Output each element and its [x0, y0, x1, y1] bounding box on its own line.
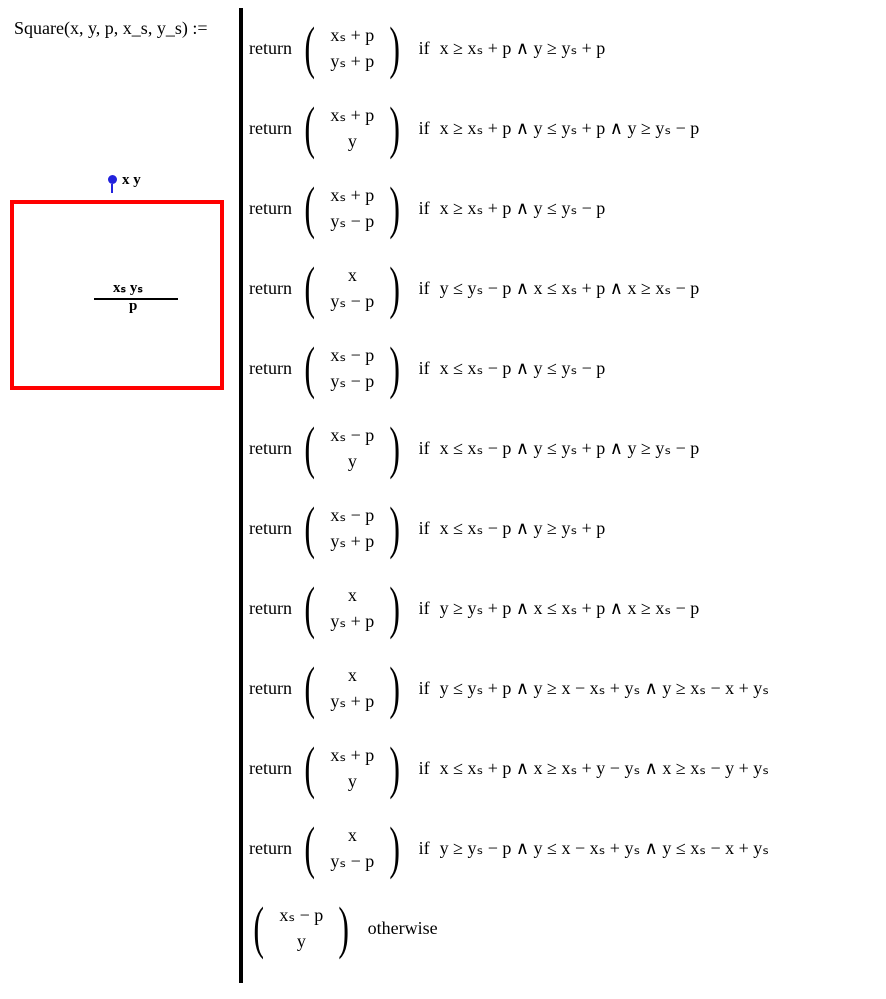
vector-body	[319, 342, 385, 394]
vector-component: xₛ + p	[330, 185, 375, 205]
condition-text: x ≤ xₛ − p ∧ y ≤ yₛ + p ∧ y ≥ yₛ − p	[439, 437, 700, 458]
branch-row	[249, 328, 879, 408]
return-keyword: return	[249, 517, 292, 538]
vector-component: xₛ + p	[330, 25, 375, 45]
left-paren-icon: (	[304, 735, 315, 800]
condition-text: y ≥ yₛ − p ∧ y ≤ x − xₛ + yₛ ∧ y ≤ xₛ − x + yₛ	[439, 837, 769, 858]
vector-body	[319, 102, 385, 154]
left-paren-icon: (	[304, 335, 315, 400]
vector-body	[319, 742, 385, 794]
return-vector	[300, 575, 405, 640]
vector-body	[319, 662, 385, 714]
return-keyword: return	[249, 677, 292, 698]
right-paren-icon: )	[389, 15, 401, 80]
vector-component: yₛ + p	[330, 51, 375, 71]
right-paren-icon: )	[389, 95, 401, 160]
vector-component: yₛ − p	[330, 371, 375, 391]
vector-component: x	[347, 265, 357, 285]
right-paren-icon: )	[389, 495, 401, 560]
condition-text: x ≥ xₛ + p ∧ y ≥ yₛ + p	[439, 37, 606, 58]
if-keyword: if	[418, 757, 430, 778]
if-keyword: if	[418, 677, 430, 698]
vector-component: y	[347, 131, 357, 151]
condition-text: y ≥ yₛ + p ∧ x ≤ xₛ + p ∧ x ≥ xₛ − p	[439, 597, 700, 618]
if-keyword: if	[418, 357, 430, 378]
if-keyword: if	[418, 837, 430, 858]
vector-component: yₛ − p	[330, 851, 375, 871]
branch-row	[249, 248, 879, 328]
right-paren-icon: )	[389, 415, 401, 480]
branch-row	[249, 648, 879, 728]
vector-component: yₛ + p	[330, 531, 375, 551]
vector-component: xₛ − p	[330, 345, 375, 365]
if-keyword: if	[418, 597, 430, 618]
square-diagram	[10, 170, 230, 430]
return-keyword: return	[249, 117, 292, 138]
branch-condition	[419, 678, 769, 699]
vector-component: x	[347, 825, 357, 845]
return-vector	[300, 495, 405, 560]
branch-condition	[419, 598, 700, 619]
point-marker-tail-icon	[111, 184, 113, 193]
condition-text: x ≤ xₛ − p ∧ y ≥ yₛ + p	[439, 517, 606, 538]
return-vector	[249, 895, 354, 960]
vector-component: y	[296, 931, 306, 951]
return-vector	[300, 15, 405, 80]
if-keyword: if	[418, 37, 430, 58]
branch-condition	[419, 518, 606, 539]
branch-condition	[419, 358, 606, 379]
branch-condition	[419, 38, 606, 59]
branch-condition	[419, 438, 700, 459]
if-keyword: if	[418, 117, 430, 138]
if-keyword: if	[418, 197, 430, 218]
return-vector	[300, 175, 405, 240]
return-keyword: return	[249, 277, 292, 298]
vector-component: yₛ − p	[330, 211, 375, 231]
return-keyword: return	[249, 357, 292, 378]
vector-component: y	[347, 771, 357, 791]
branch-condition	[419, 758, 769, 779]
right-paren-icon: )	[389, 175, 401, 240]
vector-body	[319, 422, 385, 474]
right-paren-icon: )	[338, 895, 350, 960]
center-coordinate-label: xₛ yₛ	[113, 280, 143, 296]
branch-row	[249, 808, 879, 888]
program-block-bar	[239, 8, 243, 983]
branch-row	[249, 488, 879, 568]
return-vector	[300, 735, 405, 800]
left-paren-icon: (	[253, 895, 264, 960]
condition-text: x ≥ xₛ + p ∧ y ≤ yₛ + p ∧ y ≥ yₛ − p	[439, 117, 700, 138]
vector-body	[319, 502, 385, 554]
left-paren-icon: (	[304, 815, 315, 880]
left-paren-icon: (	[304, 15, 315, 80]
return-vector	[300, 655, 405, 720]
vector-component: yₛ − p	[330, 291, 375, 311]
branch-list	[249, 8, 879, 968]
vector-component: xₛ + p	[330, 745, 375, 765]
right-paren-icon: )	[389, 575, 401, 640]
vector-component: xₛ + p	[330, 105, 375, 125]
branch-condition	[419, 838, 769, 859]
right-paren-icon: )	[389, 655, 401, 720]
condition-text: x ≥ xₛ + p ∧ y ≤ yₛ − p	[439, 197, 606, 218]
condition-text: x ≤ xₛ − p ∧ y ≤ yₛ − p	[439, 357, 606, 378]
vector-body	[319, 22, 385, 74]
return-vector	[300, 415, 405, 480]
vector-component: x	[347, 585, 357, 605]
return-keyword: return	[249, 757, 292, 778]
branch-row	[249, 88, 879, 168]
return-vector	[300, 335, 405, 400]
vector-component: yₛ + p	[330, 611, 375, 631]
vector-component: xₛ − p	[330, 505, 375, 525]
return-vector	[300, 255, 405, 320]
vector-body	[268, 902, 334, 954]
left-paren-icon: (	[304, 255, 315, 320]
return-keyword: return	[249, 837, 292, 858]
left-paren-icon: (	[304, 655, 315, 720]
left-paren-icon: (	[304, 415, 315, 480]
right-paren-icon: )	[389, 335, 401, 400]
branch-row	[249, 728, 879, 808]
branch-condition	[368, 918, 438, 939]
vector-body	[319, 262, 385, 314]
branch-row	[249, 408, 879, 488]
vector-component: x	[347, 665, 357, 685]
vector-body	[319, 582, 385, 634]
left-paren-icon: (	[304, 95, 315, 160]
vector-component: yₛ + p	[330, 691, 375, 711]
return-keyword: return	[249, 197, 292, 218]
left-paren-icon: (	[304, 495, 315, 560]
right-paren-icon: )	[389, 735, 401, 800]
return-keyword: return	[249, 597, 292, 618]
branch-condition	[419, 278, 700, 299]
branch-row	[249, 8, 879, 88]
return-keyword: return	[249, 437, 292, 458]
vector-component: xₛ − p	[330, 425, 375, 445]
right-paren-icon: )	[389, 815, 401, 880]
vector-body	[319, 182, 385, 234]
condition-text: otherwise	[367, 917, 438, 938]
right-paren-icon: )	[389, 255, 401, 320]
if-keyword: if	[418, 277, 430, 298]
left-paren-icon: (	[304, 175, 315, 240]
condition-text: y ≤ yₛ − p ∧ x ≤ xₛ + p ∧ x ≥ xₛ − p	[439, 277, 700, 298]
vector-component: xₛ − p	[279, 905, 324, 925]
point-marker-icon	[108, 175, 117, 184]
branch-row	[249, 888, 879, 968]
condition-text: y ≤ yₛ + p ∧ y ≥ x − xₛ + yₛ ∧ y ≥ xₛ − x + yₛ	[439, 677, 769, 698]
branch-row	[249, 168, 879, 248]
function-definition-header: Square(x, y, p, x_s, y_s) :=	[14, 18, 208, 38]
vector-body	[319, 822, 385, 874]
if-keyword: if	[418, 517, 430, 538]
return-vector	[300, 95, 405, 160]
return-vector	[300, 815, 405, 880]
branch-condition	[419, 198, 606, 219]
branch-row	[249, 568, 879, 648]
left-paren-icon: (	[304, 575, 315, 640]
padding-label: p	[129, 298, 138, 314]
condition-text: x ≤ xₛ + p ∧ x ≥ xₛ + y − yₛ ∧ x ≥ xₛ − y + yₛ	[439, 757, 769, 778]
if-keyword: if	[418, 437, 430, 458]
return-keyword: return	[249, 37, 292, 58]
branch-condition	[419, 118, 700, 139]
vector-component: y	[347, 451, 357, 471]
point-coordinate-label: x y	[122, 172, 141, 188]
